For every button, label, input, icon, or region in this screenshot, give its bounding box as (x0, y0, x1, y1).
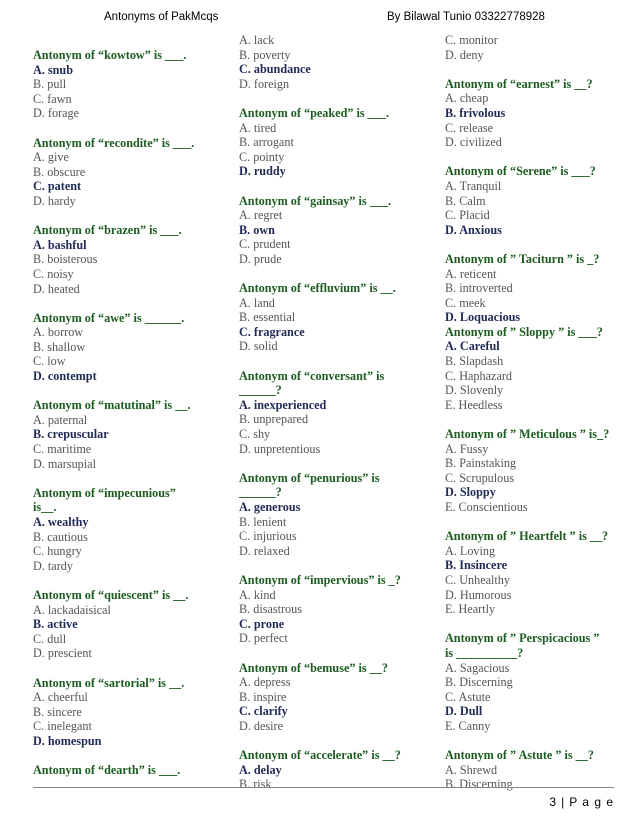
option: B. Slapdash (445, 354, 504, 369)
correct-option: A. Careful (445, 339, 500, 354)
option: D. hardy (33, 193, 76, 208)
option: B. lenient (239, 514, 287, 529)
option: A. cheap (445, 91, 489, 106)
option: D. Slovenly (445, 383, 504, 398)
spacer (445, 62, 625, 77)
option: A. Fussy (445, 441, 489, 456)
question-text: Antonym of “impervious” is _? (239, 572, 401, 587)
correct-option: A. generous (239, 500, 301, 514)
spacer (33, 749, 233, 764)
option: D. solid (239, 339, 278, 354)
question-text: Antonym of “effluvium” is __. (239, 281, 396, 296)
correct-option: A. snub (33, 62, 73, 77)
option: D. civilized (445, 135, 502, 150)
option: C. release (445, 120, 494, 135)
spacer (33, 661, 233, 676)
column-3 (445, 33, 625, 792)
correct-option: D. Sloppy (445, 485, 496, 500)
spacer (445, 412, 625, 427)
question-text: Antonym of ” Astute ” is __? (445, 748, 594, 763)
option: A. lack (239, 33, 275, 47)
page-number: 3 (549, 795, 558, 809)
footer-divider (33, 787, 614, 788)
option: A. Loving (445, 543, 496, 558)
option: D. desire (239, 718, 283, 733)
option: A. depress (239, 675, 291, 690)
page-separator: | (561, 795, 566, 809)
option: B. Calm (445, 193, 486, 208)
correct-option: C. abundance (239, 62, 311, 77)
correct-option: B. own (239, 222, 275, 237)
question-text: Antonym of “sartorial” is __. (33, 675, 185, 690)
spacer (445, 734, 625, 749)
spacer (239, 267, 439, 282)
option: C. Unhealthy (445, 572, 510, 587)
question-text: Antonym of “matutinal” is __. (33, 398, 191, 413)
spacer (33, 296, 233, 311)
spacer (445, 150, 625, 165)
spacer (239, 646, 439, 661)
question-text: Antonym of “quiescent” is __. (33, 587, 189, 602)
option: A. land (239, 295, 275, 310)
option: D. foreign (239, 76, 290, 91)
option: B. poverty (239, 47, 291, 62)
spacer (33, 209, 233, 224)
correct-option: C. clarify (239, 704, 288, 719)
correct-option: B. active (33, 617, 78, 632)
option: A. kind (239, 587, 276, 602)
option: D. perfect (239, 631, 288, 646)
option: A. give (33, 150, 69, 165)
question-text: Antonym of “brazen” is ___. (33, 223, 182, 238)
spacer (445, 237, 625, 252)
correct-option: D. ruddy (239, 164, 286, 179)
question-text: Antonym of “bemuse” is __? (239, 660, 388, 675)
option: E. Conscientious (445, 500, 528, 514)
option: B. shallow (33, 339, 86, 354)
spacer (33, 573, 233, 588)
question-text: Antonym of “penurious” is (239, 470, 380, 485)
correct-option: D. Loquacious (445, 310, 521, 325)
option: C. Scrupulous (445, 470, 515, 485)
option: D. tardy (33, 558, 73, 573)
question-text: Antonym of “recondite” is ___. (33, 135, 195, 150)
option: D. heated (33, 281, 80, 296)
question-text: Antonym of “kowtow” is ___. (33, 48, 187, 62)
question-text: is__. (33, 500, 57, 515)
question-text: Antonym of ” Meticulous ” is_? (445, 427, 610, 442)
header-right-author: By Bilawal Tunio 03322778928 (387, 11, 545, 23)
correct-option: D. homespun (33, 733, 102, 748)
question-text: Antonym of ” Perspicacious ” (445, 631, 600, 646)
option: B. Discerning (445, 675, 513, 690)
option: B. introverted (445, 281, 513, 296)
option: B. risk (239, 777, 272, 792)
option: C. hungry (33, 544, 82, 559)
column-2 (239, 33, 439, 792)
option: A. tired (239, 120, 277, 135)
option: B. obscure (33, 164, 86, 179)
option: D. deny (445, 47, 484, 62)
option: C. shy (239, 427, 271, 442)
option: E. Heartly (445, 602, 496, 617)
option: C. injurious (239, 529, 297, 544)
option: B. boisterous (33, 252, 98, 267)
option: A. regret (239, 208, 283, 223)
option: A. lackadaisical (33, 602, 111, 617)
option: C. Placid (445, 208, 490, 223)
correct-option: A. wealthy (33, 515, 89, 529)
option: B. sincere (33, 704, 82, 719)
option: B. unprepared (239, 412, 309, 427)
question-text: Antonym of “awe” is ______. (33, 310, 185, 325)
option: A. borrow (33, 325, 84, 340)
option: E. Canny (445, 718, 491, 733)
option: A. Tranquil (445, 178, 502, 193)
option: C. meek (445, 295, 486, 310)
spacer (445, 617, 625, 632)
option: B. Discerning (445, 777, 513, 792)
correct-option: A. delay (239, 762, 282, 777)
spacer (239, 354, 439, 369)
option: B. pull (33, 77, 67, 92)
option: C. Astute (445, 689, 491, 704)
option: A. reticent (445, 266, 497, 281)
option: D. prude (239, 251, 282, 266)
option: C. inelegant (33, 719, 92, 734)
correct-option: D. Anxious (445, 222, 502, 237)
spacer (239, 91, 439, 106)
spacer (239, 558, 439, 573)
correct-option: D. Dull (445, 704, 483, 719)
option: D. Humorous (445, 587, 512, 602)
option: C. maritime (33, 442, 92, 457)
option: A. Shrewd (445, 762, 498, 777)
question-text: Antonym of ” Sloppy ” is ___? (445, 324, 603, 339)
option: C. prudent (239, 237, 291, 252)
option: B. disastrous (239, 602, 302, 617)
option: D. prescient (33, 646, 92, 661)
question-text: Antonym of “impecunious” (33, 485, 176, 500)
correct-option: A. inexperienced (239, 397, 327, 412)
option: D. marsupial (33, 456, 96, 471)
spacer (239, 179, 439, 194)
option: A. paternal (33, 412, 88, 427)
question-text: Antonym of “accelerate” is __? (239, 748, 401, 763)
question-text: Antonym of “peaked” is ___. (239, 105, 389, 120)
question-text: Antonym of ” Taciturn ” is _? (445, 251, 600, 266)
page-footer (549, 795, 614, 809)
question-text: Antonym of “Serene” is ___? (445, 164, 596, 179)
spacer (33, 121, 233, 136)
option: B. arrogant (239, 135, 294, 150)
option: C. pointy (239, 149, 285, 164)
spacer (33, 471, 233, 486)
spacer (445, 515, 625, 530)
option: A. Sagacious (445, 660, 510, 675)
question-text: Antonym of “dearth” is ___. (33, 763, 181, 778)
correct-option: C. patent (33, 179, 82, 194)
correct-option: C. fragrance (239, 324, 305, 339)
option: D. forage (33, 106, 80, 121)
option: D. unpretentious (239, 441, 321, 456)
correct-option: D. contempt (33, 369, 97, 384)
option: B. Painstaking (445, 456, 517, 471)
option: D. relaxed (239, 543, 290, 558)
header-left-title: Antonyms of PakMcqs (104, 11, 219, 23)
question-text: Antonym of “gainsay” is ___. (239, 193, 392, 208)
column-1 (33, 48, 233, 778)
page-word: P a g e (569, 795, 614, 809)
question-text: Antonym of “earnest” is __? (445, 76, 593, 91)
question-text: ______? (239, 383, 282, 398)
spacer (239, 456, 439, 471)
question-text: Antonym of ” Heartfelt ” is __? (445, 529, 609, 544)
correct-option: A. bashful (33, 237, 87, 252)
correct-option: B. crepuscular (33, 427, 109, 442)
option: B. inspire (239, 689, 287, 704)
question-text: ______? (239, 485, 282, 500)
correct-option: B. frivolous (445, 105, 506, 120)
option: C. low (33, 354, 66, 369)
option: E. Heedless (445, 397, 503, 412)
option: B. cautious (33, 529, 88, 544)
option: C. monitor (445, 33, 498, 47)
question-text: Antonym of “conversant” is (239, 368, 385, 383)
correct-option: B. Insincere (445, 558, 508, 573)
option: C. dull (33, 631, 67, 646)
correct-option: C. prone (239, 616, 285, 631)
option: A. cheerful (33, 690, 88, 705)
option: C. noisy (33, 266, 74, 281)
option: B. essential (239, 310, 296, 325)
spacer (33, 384, 233, 399)
spacer (239, 734, 439, 749)
option: C. fawn (33, 91, 72, 106)
question-text: is __________? (445, 645, 524, 660)
option: C. Haphazard (445, 368, 513, 383)
